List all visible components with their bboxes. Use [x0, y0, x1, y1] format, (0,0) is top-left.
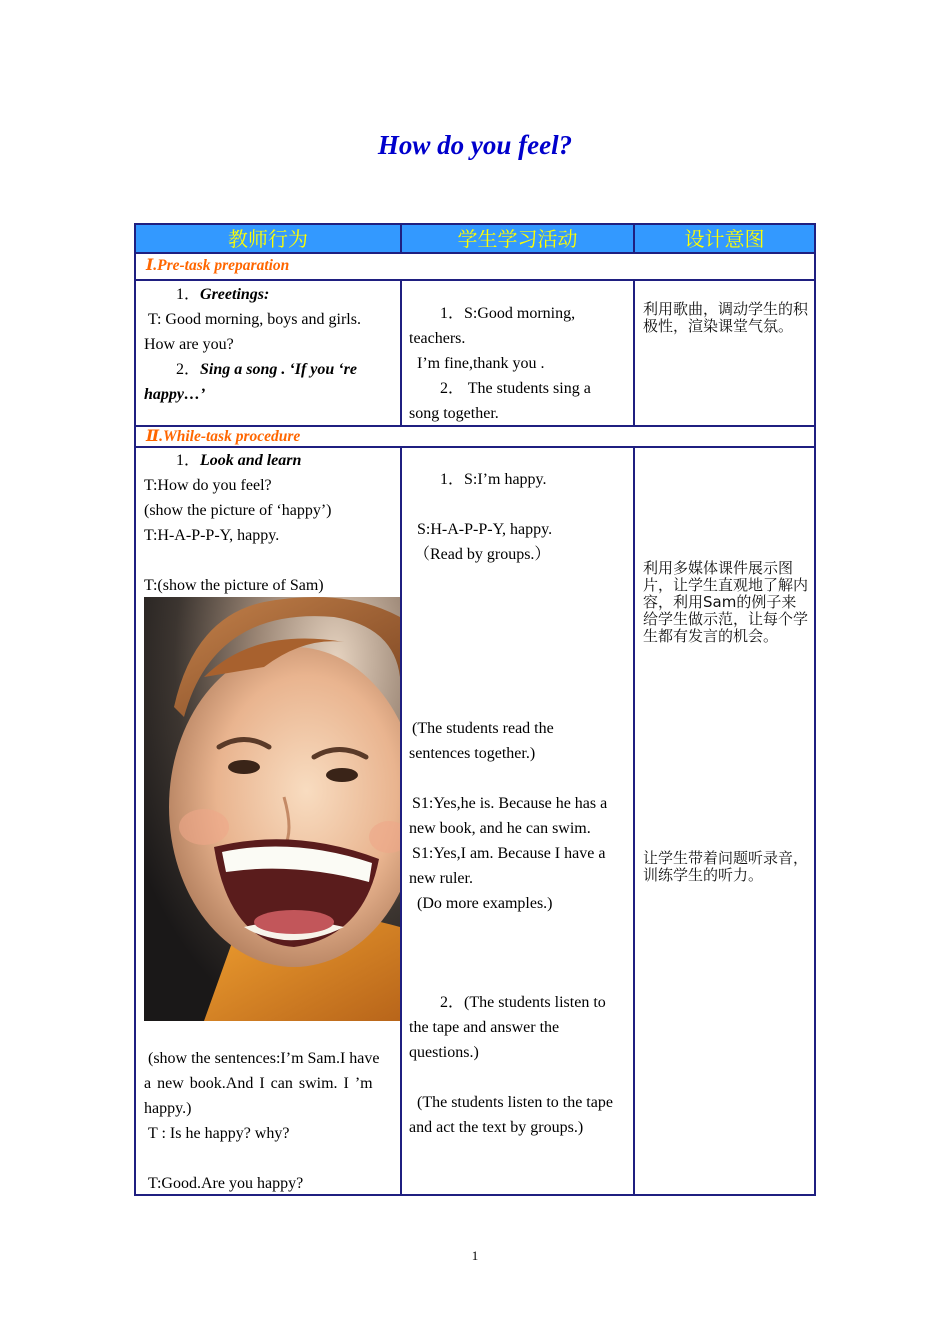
student-line: 1．S:Good morning,	[440, 305, 576, 322]
page-number: 1	[471, 1248, 479, 1263]
teacher-line: T: Good morning, boys and girls.	[148, 311, 361, 328]
teacher-line: T:H-A-P-P-Y, happy.	[144, 527, 280, 544]
student-line: S:H-A-P-P-Y, happy.	[417, 521, 553, 538]
col-divider	[633, 446, 635, 1196]
student-line: and act the text by groups.)	[409, 1119, 584, 1136]
student-line: S1:Yes,he is. Because he has a	[412, 795, 608, 812]
col-divider	[633, 225, 635, 253]
col-divider	[400, 446, 402, 1196]
sam-photo	[144, 597, 400, 1021]
col-divider	[400, 279, 402, 427]
lesson-plan-table	[134, 223, 816, 1196]
col-divider	[400, 225, 402, 253]
row-divider	[136, 279, 814, 281]
student-line: sentences together.)	[409, 745, 536, 762]
teacher-line: T:How do you feel?	[144, 477, 272, 494]
laughing-child-image	[144, 597, 400, 1021]
song-heading-cont: happy…’	[144, 386, 206, 403]
song-heading: 2．Sing a song . ‘If you ‘re	[176, 361, 357, 378]
design-intent-multimedia: 利用多媒体课件展示图片，让学生直观地了解内容，利用Sam的例子来给学生做示范，让每个学生都有发言的机会。	[643, 559, 809, 645]
student-line: (The students read the	[412, 720, 554, 737]
design-intent-pre: 利用歌曲，调动学生的积极性，渲染课堂气氛。	[643, 300, 809, 335]
teacher-line: T:Good.Are you happy?	[148, 1175, 304, 1192]
student-line: 2． The students sing a	[440, 380, 591, 397]
student-line: (Do more examples.)	[417, 895, 553, 912]
student-line: new ruler.	[409, 870, 473, 887]
header-teacher-behavior: 教师行为	[136, 225, 400, 253]
greetings-heading: 1．Greetings:	[176, 286, 270, 303]
student-line: S1:Yes,I am. Because I have a	[412, 845, 606, 862]
student-line: new book, and he can swim.	[409, 820, 591, 837]
student-line: 1．S:I’m happy.	[440, 471, 547, 488]
student-line: I’m fine,thank you .	[417, 355, 545, 372]
design-intent-listening: 让学生带着问题听录音，训练学生的听力。	[643, 849, 809, 884]
col-divider	[633, 279, 635, 427]
header-design-intent: 设计意图	[635, 225, 814, 253]
teacher-line: How are you?	[144, 336, 234, 353]
page-title: How do you feel?	[377, 130, 573, 160]
student-line: （Read by groups.）	[414, 546, 551, 563]
student-line: song together.	[409, 405, 499, 422]
student-line: 2．(The students listen to	[440, 994, 606, 1011]
section-pre-task: Ⅰ.Pre-task preparation	[146, 257, 290, 274]
teacher-line: (show the sentences:I’m Sam.I have	[148, 1050, 380, 1067]
teacher-line: happy.)	[144, 1100, 192, 1117]
header-student-activity: 学生学习活动	[402, 225, 633, 253]
look-learn-heading: 1．Look and learn	[176, 452, 302, 469]
section-while-task: Ⅱ.While-task procedure	[146, 428, 301, 445]
teacher-line: T:(show the picture of Sam)	[144, 577, 324, 594]
student-line: the tape and answer the	[409, 1019, 560, 1036]
teacher-line: a new book.And I can swim. I ’m	[144, 1075, 373, 1092]
student-line: teachers.	[409, 330, 466, 347]
teacher-line: (show the picture of ‘happy’)	[144, 502, 332, 519]
student-line: (The students listen to the tape	[417, 1094, 613, 1111]
teacher-line: T : Is he happy? why?	[148, 1125, 290, 1142]
student-line: questions.)	[409, 1044, 479, 1061]
